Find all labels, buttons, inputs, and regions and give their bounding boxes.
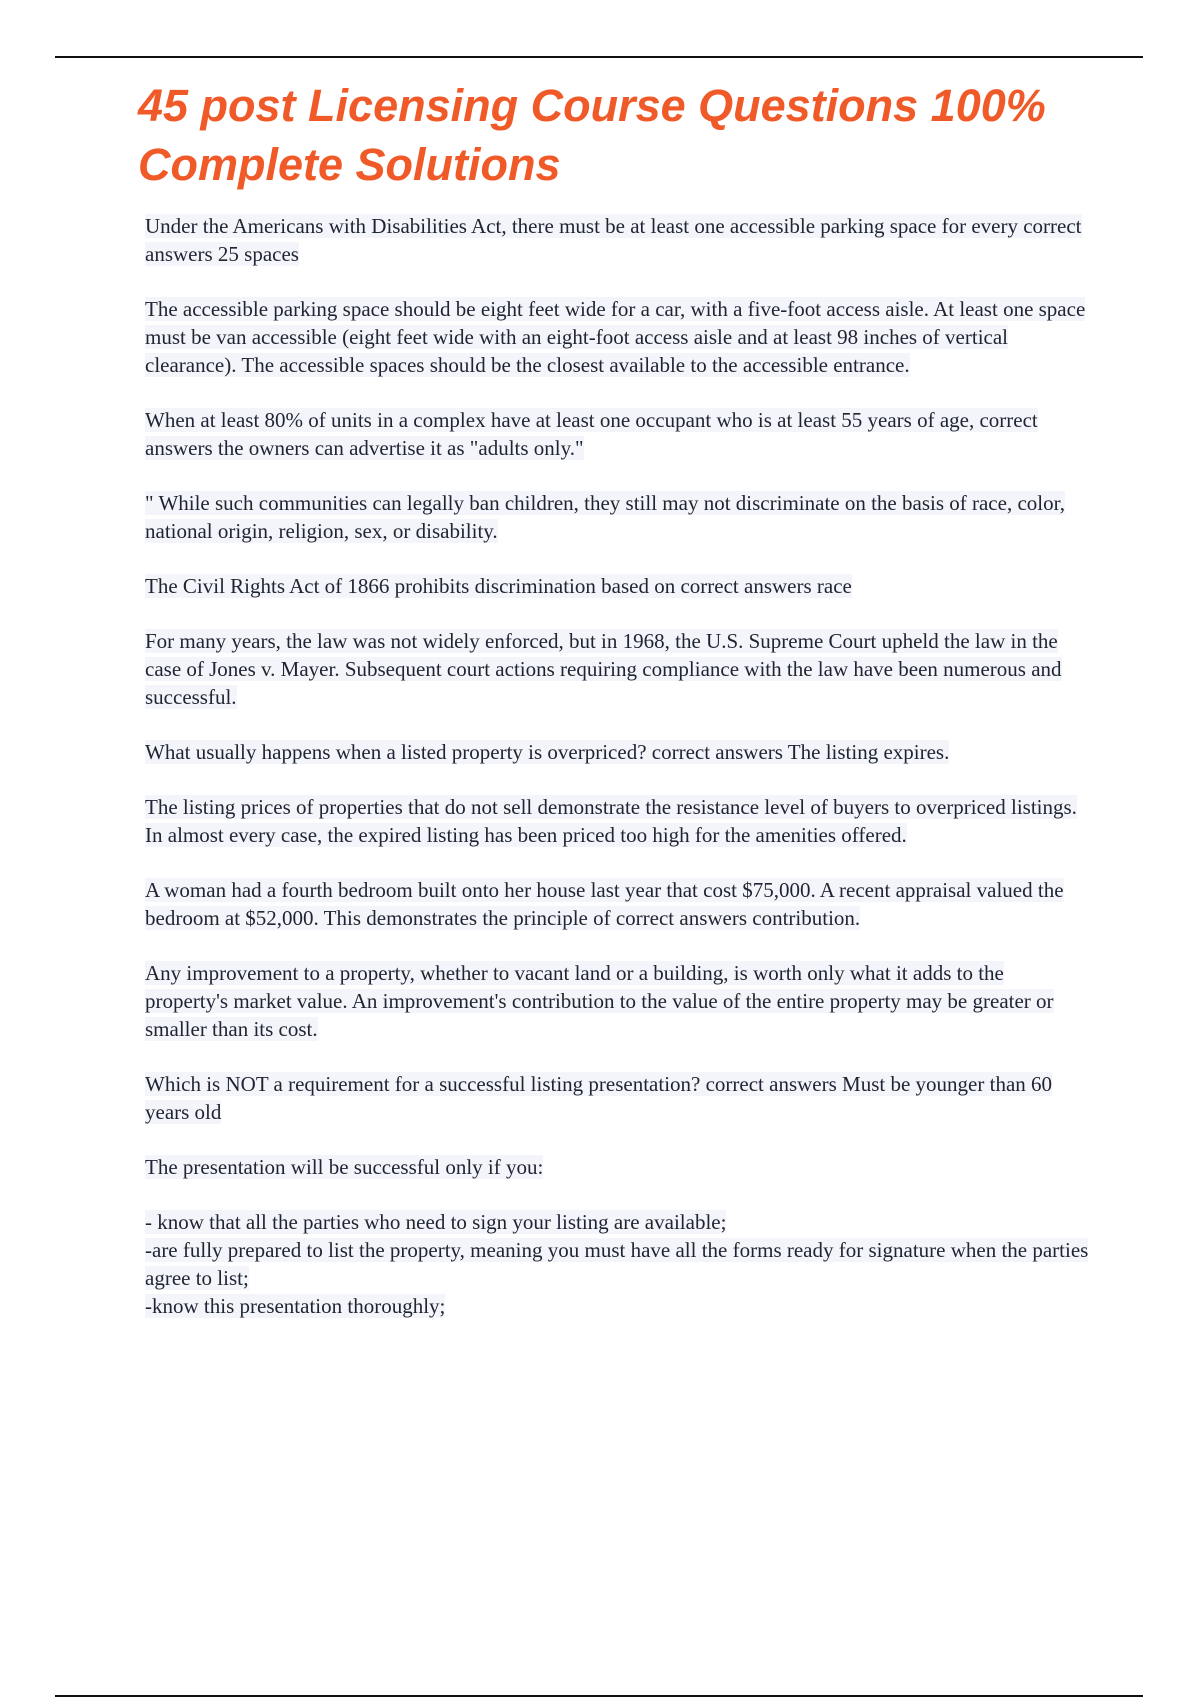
paragraph-text: What usually happens when a listed property is overpriced? correct answers The listing expires. — [145, 740, 950, 764]
paragraph — [145, 738, 1090, 766]
paragraph-text: Any improvement to a property, whether to vacant land or a building, is worth only what it adds to the property's market value. An improvement's contribution to the value of the entire property may be greater or smaller than its cost. — [145, 961, 1054, 1041]
paragraph — [145, 959, 1090, 1043]
paragraph-text: When at least 80% of units in a complex have at least one occupant who is at least 55 years of age, correct answers the owners can advertise it as "adults only." — [145, 408, 1038, 460]
paragraph-text: The accessible parking space should be eight feet wide for a car, with a five-foot access aisle. At least one space must be van accessible (eight feet wide with an eight-foot access aisle and at least 98 inches of vertical clearance). The accessible spaces should be the closest available to the accessible entrance. — [145, 297, 1086, 377]
paragraph-text: " While such communities can legally ban children, they still may not discriminate on the basis of race, color, national origin, religion, sex, or disability. — [145, 491, 1066, 543]
top-rule — [55, 56, 1143, 58]
list-item — [145, 1208, 1090, 1236]
list-item — [145, 1292, 1090, 1320]
paragraph — [145, 876, 1090, 932]
requirements-list — [145, 1208, 1090, 1320]
paragraph — [145, 1070, 1090, 1126]
paragraph-text: The Civil Rights Act of 1866 prohibits discrimination based on correct answers race — [145, 574, 852, 598]
paragraph-text: For many years, the law was not widely enforced, but in 1968, the U.S. Supreme Court upheld the law in the case of Jones v. Mayer. Subsequent court actions requiring compliance with the law have been numerous and successful. — [145, 629, 1062, 709]
paragraph-text: A woman had a fourth bedroom built onto her house last year that cost $75,000. A recent appraisal valued the bedroom at $52,000. This demonstrates the principle of correct answers contribution. — [145, 878, 1064, 930]
paragraph — [145, 212, 1090, 268]
paragraph — [145, 627, 1090, 711]
paragraph — [145, 489, 1090, 545]
bottom-rule — [55, 1695, 1143, 1697]
paragraph — [145, 295, 1090, 379]
paragraph — [145, 406, 1090, 462]
paragraph-text: The presentation will be successful only if you: — [145, 1155, 544, 1179]
document-body — [145, 212, 1090, 1320]
list-item — [145, 1236, 1090, 1292]
document-title: 45 post Licensing Course Questions 100% Complete Solutions — [138, 80, 1046, 190]
list-item-text: -know this presentation thoroughly; — [145, 1294, 446, 1318]
paragraph — [145, 1153, 1090, 1181]
list-item-text: -are fully prepared to list the property, meaning you must have all the forms ready for signature when the parties agree to list; — [145, 1238, 1089, 1290]
paragraph-text: Which is NOT a requirement for a successful listing presentation? correct answers Must be younger than 60 years old — [145, 1072, 1053, 1124]
paragraph-text: Under the Americans with Disabilities Act, there must be at least one accessible parking space for every correct answers 25 spaces — [145, 214, 1082, 266]
list-item-text: - know that all the parties who need to sign your listing are available; — [145, 1210, 727, 1234]
paragraph — [145, 793, 1090, 849]
paragraph-text: The listing prices of properties that do not sell demonstrate the resistance level of buyers to overpriced listings. In almost every case, the expired listing has been priced too high for the amenities offered. — [145, 795, 1077, 847]
paragraph — [145, 572, 1090, 600]
